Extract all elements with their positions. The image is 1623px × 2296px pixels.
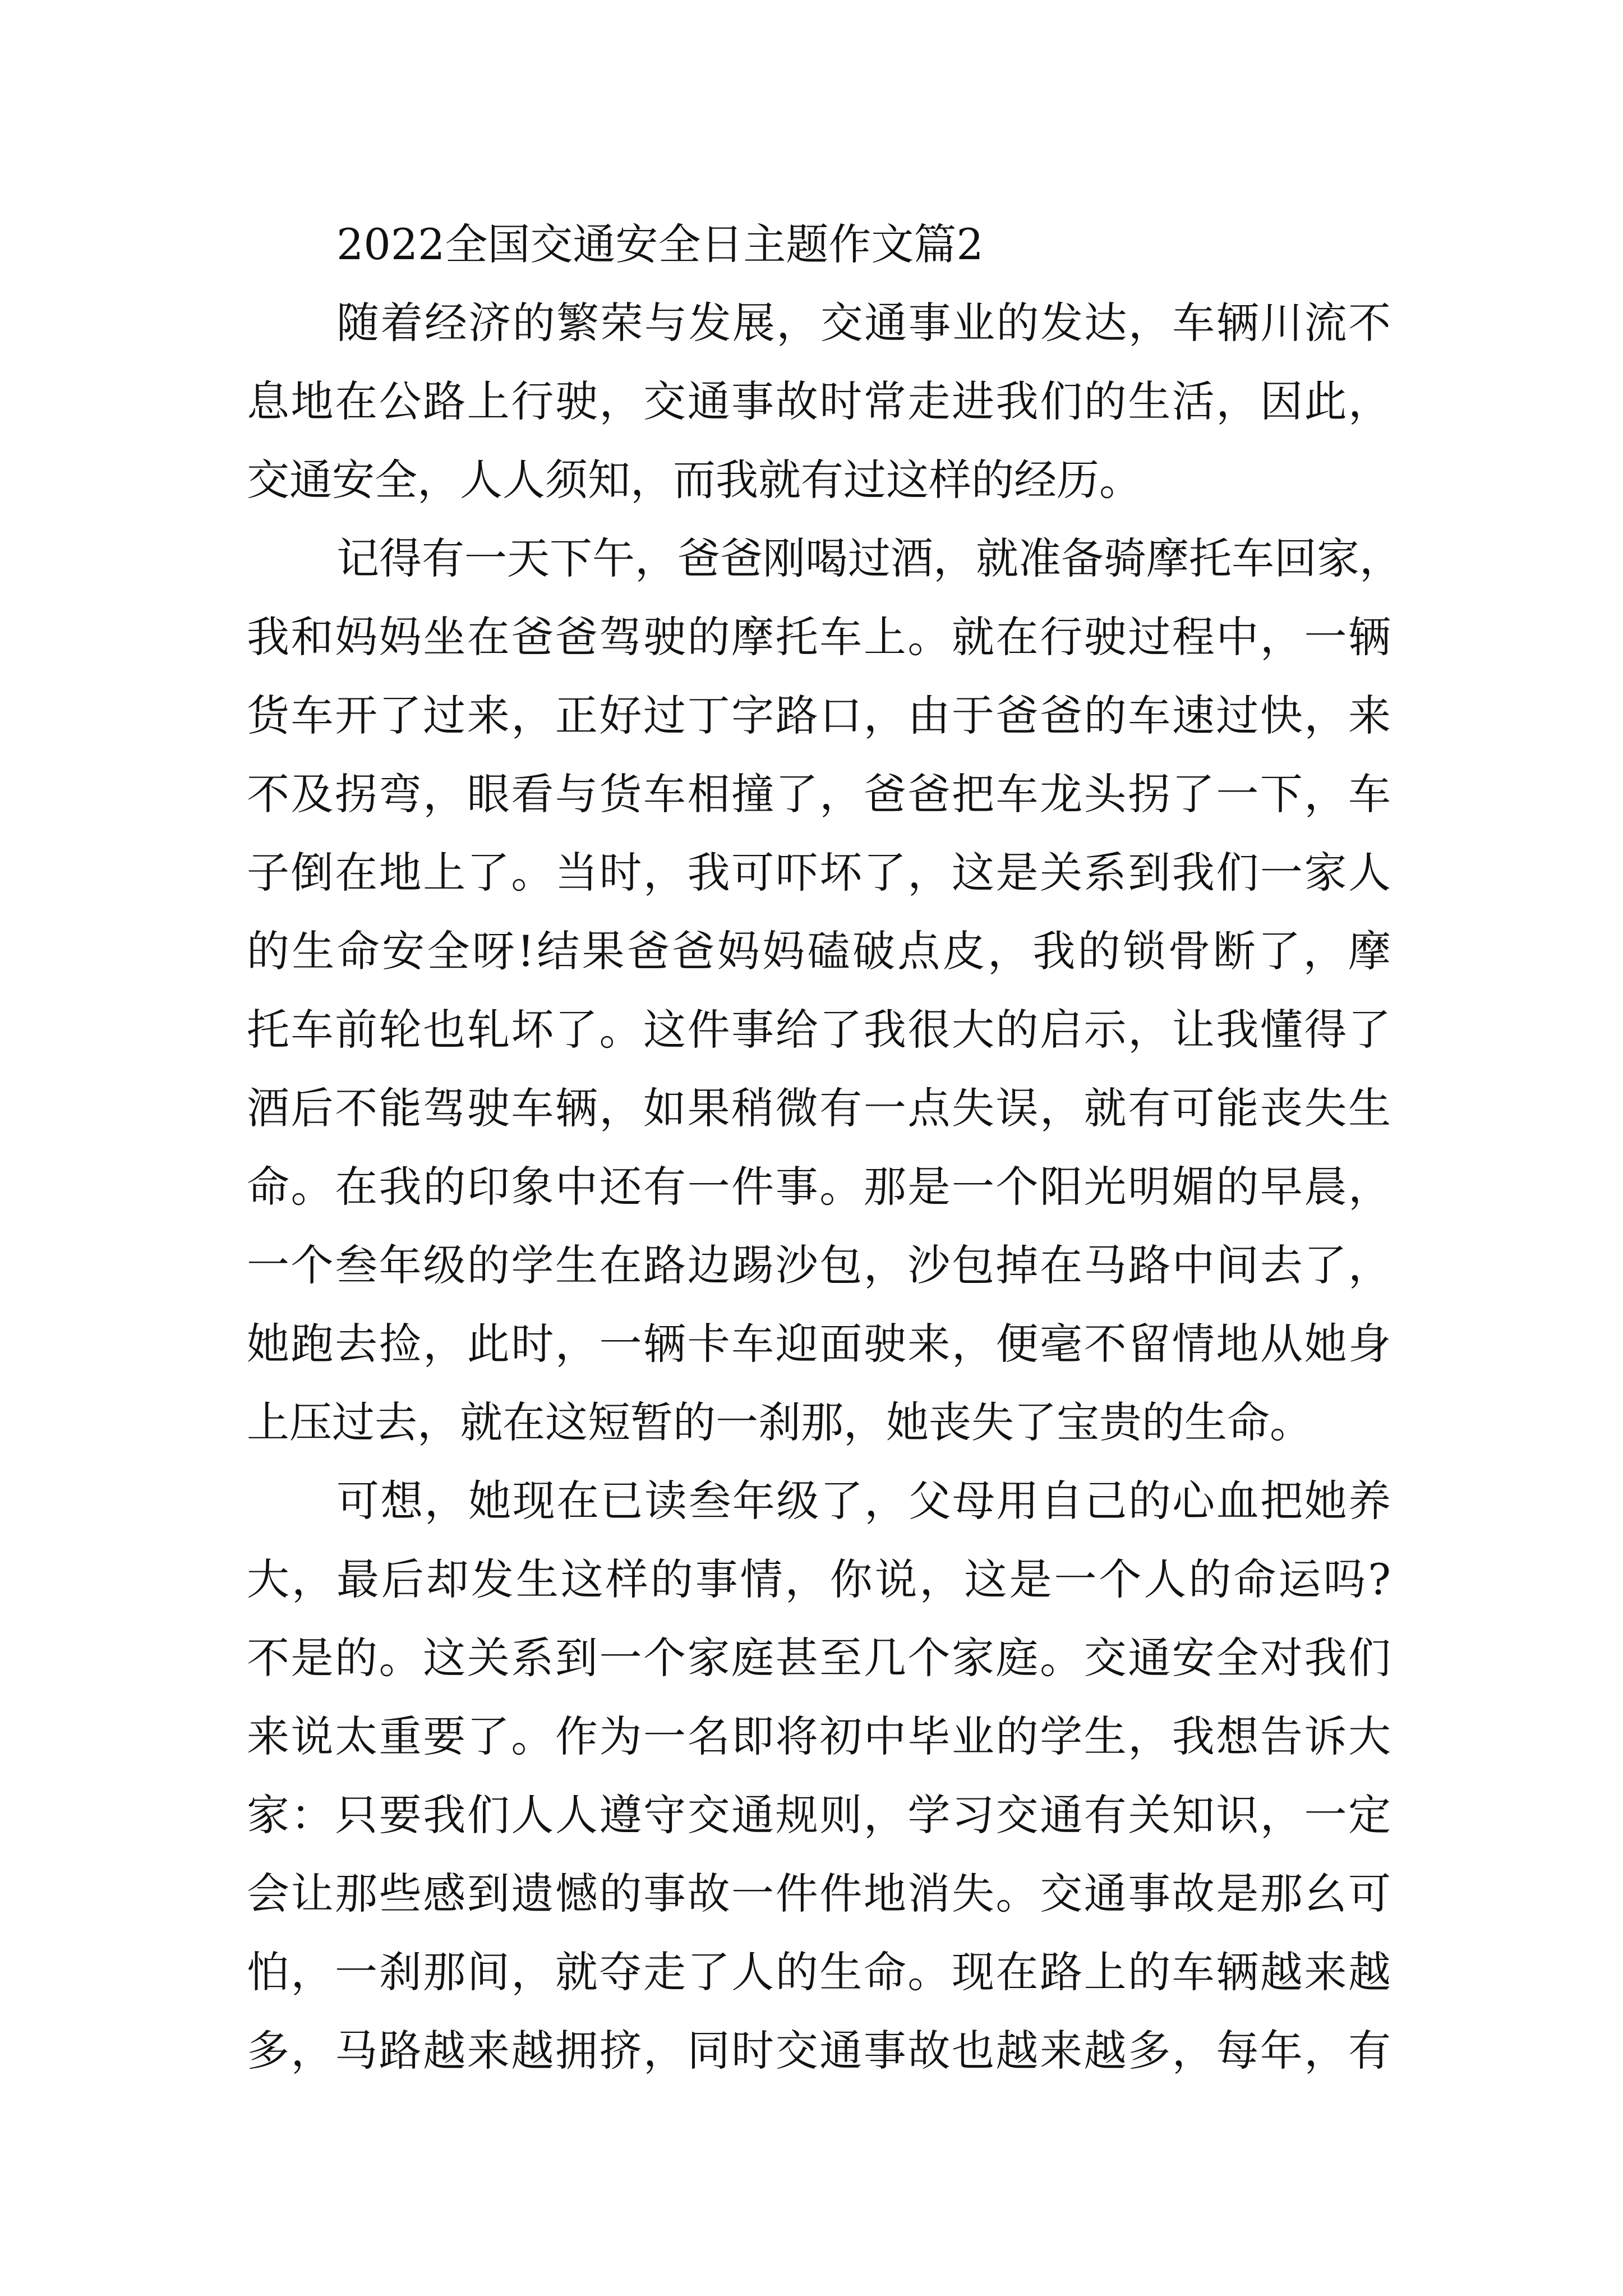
- paragraph-line: 货车开了过来，正好过丁字路口，由于爸爸的车速过快，来: [247, 691, 1391, 740]
- paragraph-line: 上压过去，就在这短暂的一刹那，她丧失了宝贵的生命。: [247, 1397, 1312, 1447]
- paragraph-line: 怕，一刹那间，就夺走了人的生命。现在路上的车辆越来越: [247, 1947, 1391, 1997]
- paragraph-line: 的生命安全呀!结果爸爸妈妈磕破点皮，我的锁骨断了，摩: [247, 926, 1391, 976]
- paragraph-line: 随着经济的繁荣与发展，交通事业的发达，车辆川流不: [336, 298, 1391, 348]
- paragraph-line: 托车前轮也轧坏了。这件事给了我很大的启示，让我懂得了: [247, 1005, 1391, 1055]
- paragraph-line: 不及拐弯，眼看与货车相撞了，爸爸把车龙头拐了一下，车: [247, 769, 1391, 819]
- paragraph-line: 记得有一天下午，爸爸刚喝过酒，就准备骑摩托车回家，: [336, 533, 1402, 583]
- paragraph-line: 命。在我的印象中还有一件事。那是一个阳光明媚的早晨，: [247, 1162, 1391, 1212]
- paragraph-line: 她跑去捡，此时，一辆卡车迎面驶来，便毫不留情地从她身: [247, 1319, 1391, 1369]
- paragraph-line: 交通安全，人人须知，而我就有过这样的经历。: [247, 455, 1142, 505]
- paragraph-line: 来说太重要了。作为一名即将初中毕业的学生，我想告诉大: [247, 1711, 1391, 1761]
- document-title: 2022全国交通安全日主题作文篇2: [336, 219, 984, 269]
- paragraph-line: 会让那些感到遗憾的事故一件件地消失。交通事故是那幺可: [247, 1869, 1391, 1918]
- paragraph-line: 大，最后却发生这样的事情，你说，这是一个人的命运吗?: [247, 1554, 1391, 1604]
- paragraph-line: 一个叁年级的学生在路边踢沙包，沙包掉在马路中间去了，: [247, 1240, 1391, 1290]
- paragraph-line: 可想，她现在已读叁年级了，父母用自己的心血把她养: [336, 1476, 1391, 1526]
- paragraph-line: 息地在公路上行驶，交通事故时常走进我们的生活，因此，: [247, 376, 1391, 426]
- paragraph-line: 子倒在地上了。当时，我可吓坏了，这是关系到我们一家人: [247, 848, 1391, 898]
- paragraph-line: 不是的。这关系到一个家庭甚至几个家庭。交通安全对我们: [247, 1633, 1391, 1683]
- paragraph-line: 家：只要我们人人遵守交通规则，学习交通有关知识，一定: [247, 1790, 1391, 1840]
- paragraph-line: 多，马路越来越拥挤，同时交通事故也越来越多，每年，有: [247, 2026, 1391, 2076]
- paragraph-line: 我和妈妈坐在爸爸驾驶的摩托车上。就在行驶过程中，一辆: [247, 612, 1391, 662]
- paragraph-line: 酒后不能驾驶车辆，如果稍微有一点失误，就有可能丧失生: [247, 1083, 1391, 1133]
